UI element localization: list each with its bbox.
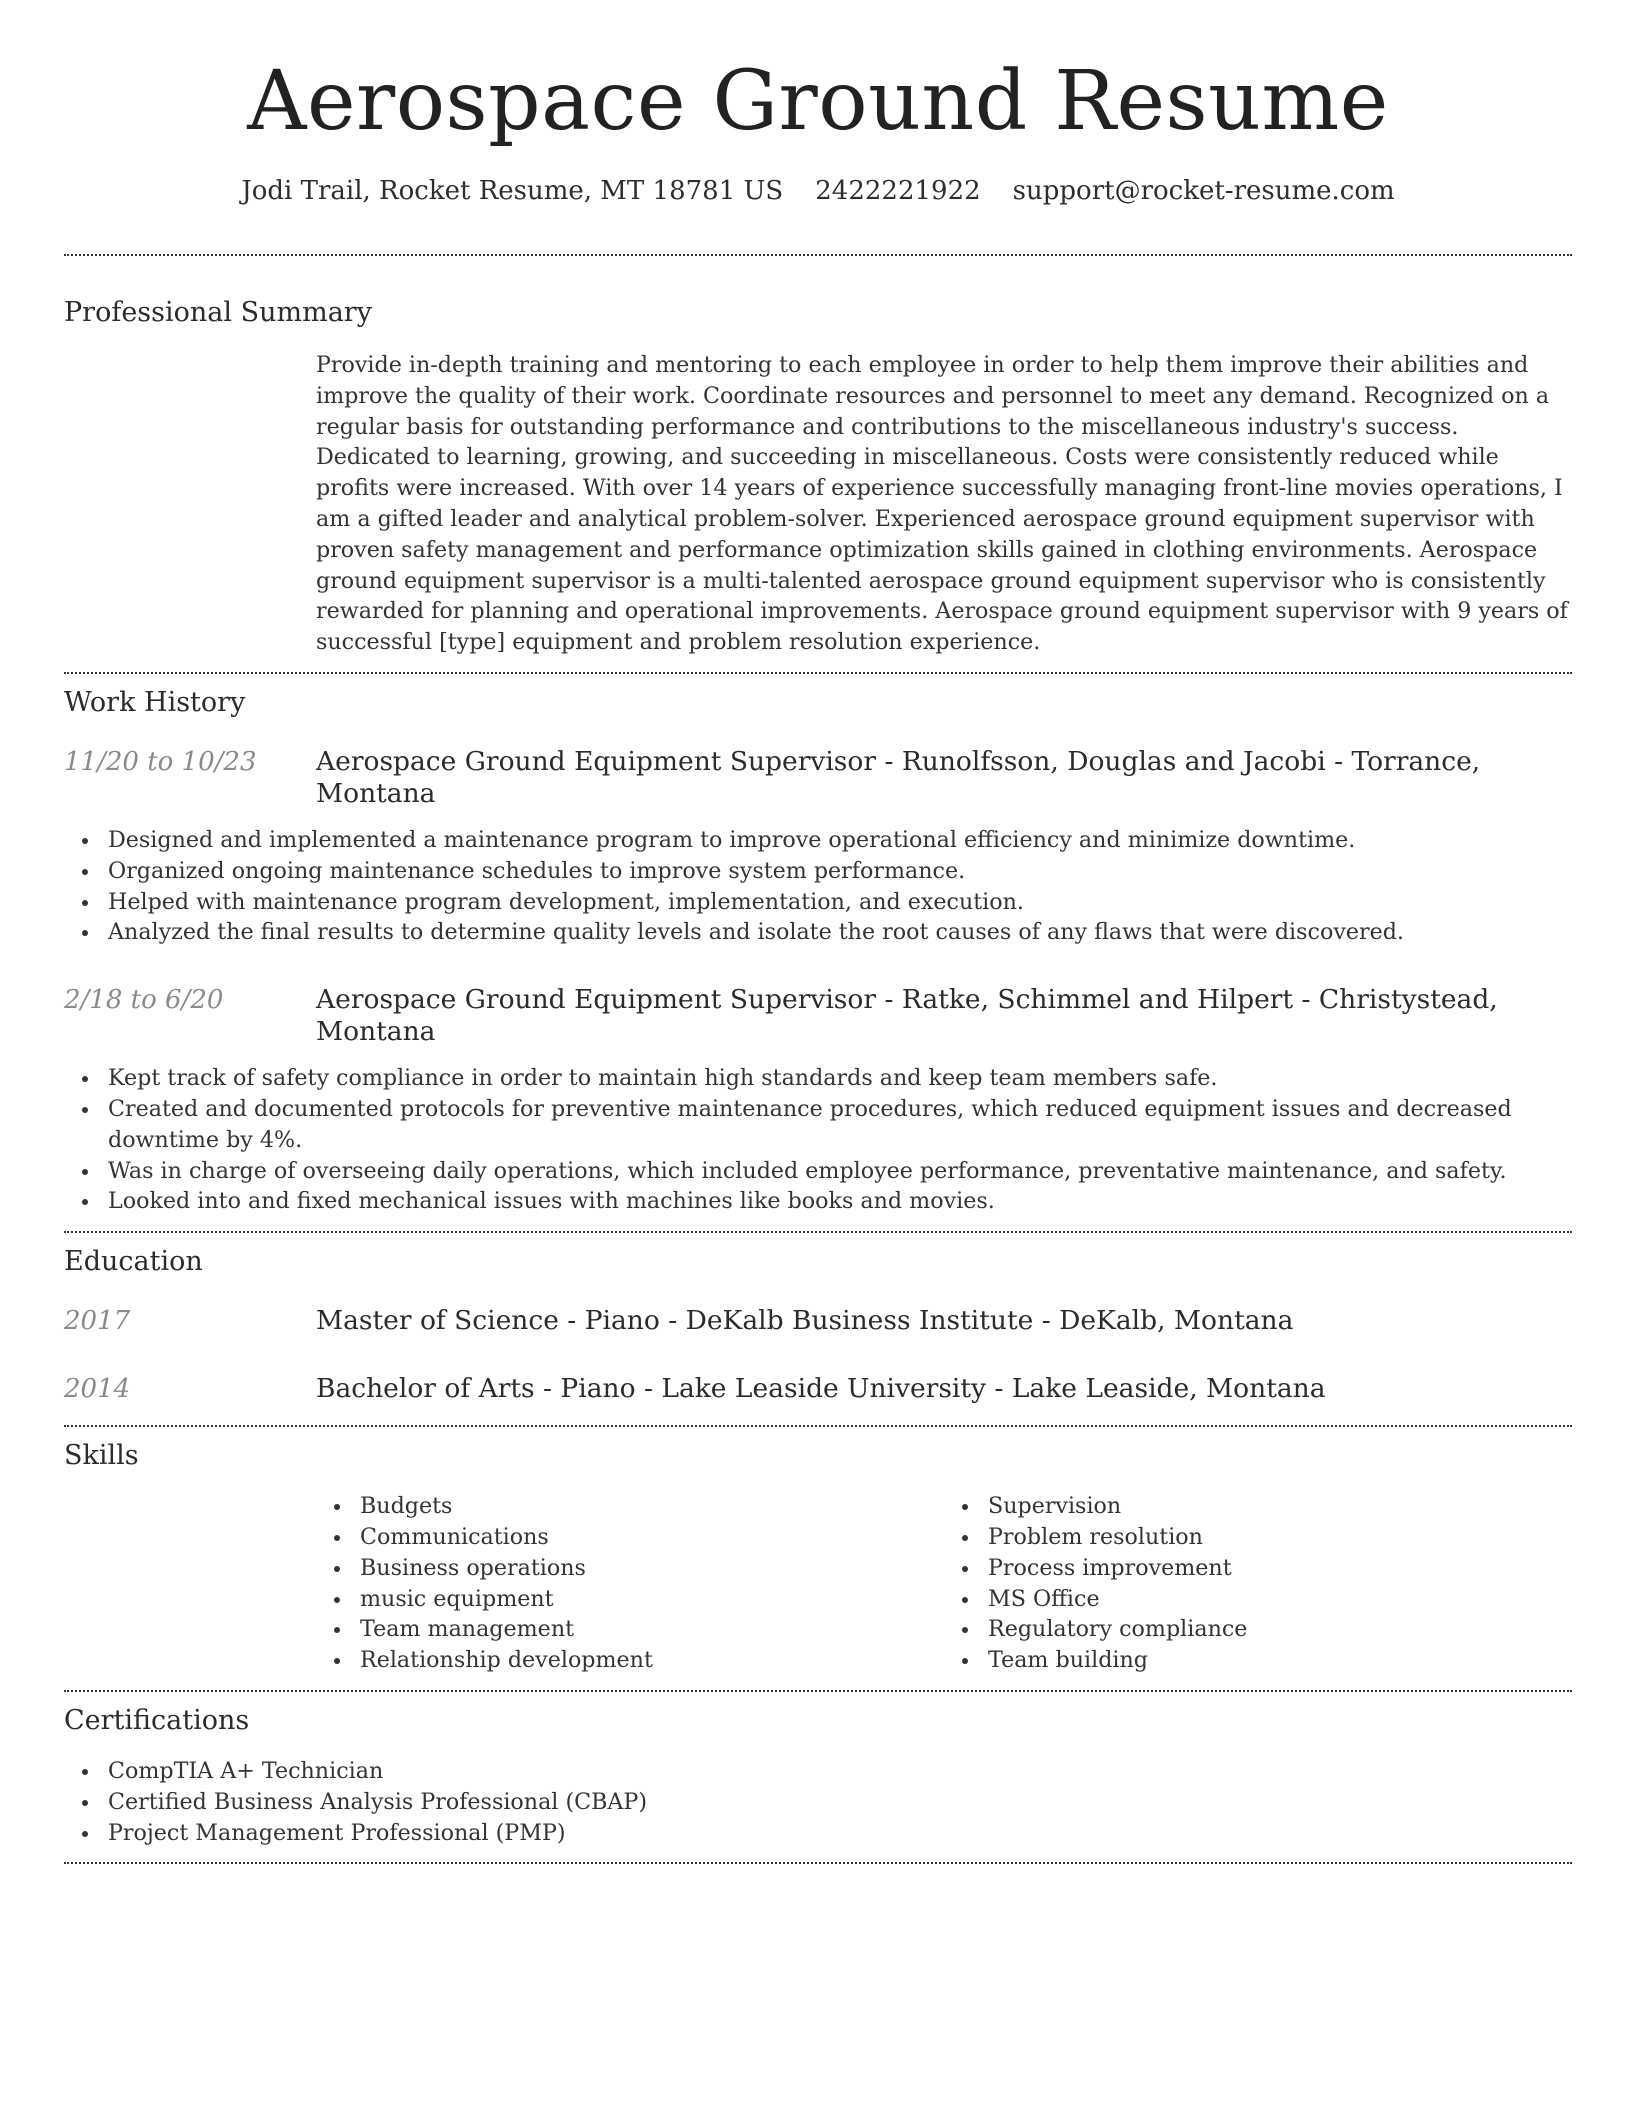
divider <box>64 672 1572 674</box>
contact-email: support@rocket-resume.com <box>1012 176 1395 206</box>
education-year: 2017 <box>64 1306 131 1337</box>
education-title: Bachelor of Arts - Piano - Lake Leaside University - Lake Leaside, Montana <box>316 1373 1326 1405</box>
list-item: music equipment <box>360 1584 944 1615</box>
job-entry <box>64 746 1572 810</box>
summary-text: Provide in-depth training and mentoring to each employee in order to help them improve their abilities and improve the quality of their work. Coordinate resources and personnel to meet any demand. Recognized on a regular basis for outstanding performance and contributions to the miscellaneous industry's success. Dedicated to learning, growing, and succeeding in miscellaneous. Costs were consistently reduced while profits were increased. With over 14 years of experience successfully managing front-line movies operations, I am a gifted leader and analytical problem-solver. Experienced aerospace ground equipment supervisor with proven safety management and performance optimization skills gained in clothing environments. Aerospace ground equipment supervisor is a multi-talented aerospace ground equipment supervisor who is consistently rewarded for planning and operational improvements. Aerospace ground equipment supervisor with 9 years of successful [type] equipment and problem resolution experience. <box>316 352 1568 656</box>
divider <box>64 1862 1572 1864</box>
list-item: Designed and implemented a maintenance program to improve operational efficiency and minimize downtime. <box>108 825 1572 856</box>
divider <box>64 1690 1572 1692</box>
contact-address: Jodi Trail, Rocket Resume, MT 18781 US <box>241 176 784 206</box>
education-year: 2014 <box>64 1374 131 1405</box>
list-item: Helped with maintenance program development, implementation, and execution. <box>108 887 1572 918</box>
job-title: Aerospace Ground Equipment Supervisor - Ratke, Schimmel and Hilpert - Christystead, Montana <box>316 984 1498 1048</box>
divider <box>64 1231 1572 1233</box>
list-item: Created and documented protocols for preventive maintenance procedures, which reduced equipment issues and decreased downtime by 4%. <box>108 1094 1572 1156</box>
list-item: Organized ongoing maintenance schedules to improve system performance. <box>108 856 1572 887</box>
contact-line <box>64 176 1572 206</box>
list-item: Project Management Professional (PMP) <box>108 1818 1572 1849</box>
resume-page <box>64 0 1572 1864</box>
job-dates: 11/20 to 10/23 <box>64 746 257 777</box>
divider <box>64 254 1572 256</box>
list-item: Regulatory compliance <box>988 1614 1572 1645</box>
list-item: Team building <box>988 1645 1572 1676</box>
list-item: Was in charge of overseeing daily operations, which included employee performance, preventative maintenance, and safety. <box>108 1156 1572 1187</box>
job-bullets <box>64 825 1572 948</box>
contact-phone: 2422221922 <box>815 176 981 206</box>
skills-list-right <box>944 1491 1572 1676</box>
list-item: Analyzed the final results to determine quality levels and isolate the root causes of any flaws that were discovered. <box>108 917 1572 948</box>
list-item: CompTIA A+ Technician <box>108 1756 1572 1787</box>
job-entry <box>64 984 1572 1048</box>
section-heading-skills: Skills <box>64 1440 139 1472</box>
list-item: Looked into and fixed mechanical issues with machines like books and movies. <box>108 1186 1572 1217</box>
job-title: Aerospace Ground Equipment Supervisor - Runolfsson, Douglas and Jacobi - Torrance, Montana <box>316 745 1481 809</box>
education-title: Master of Science - Piano - DeKalb Business Institute - DeKalb, Montana <box>316 1305 1294 1337</box>
section-heading-summary: Professional Summary <box>64 297 372 328</box>
list-item: Certified Business Analysis Professional (CBAP) <box>108 1787 1572 1818</box>
section-heading-certifications: Certifications <box>64 1704 250 1736</box>
job-bullets <box>64 1063 1572 1217</box>
list-item: Business operations <box>360 1553 944 1584</box>
list-item: Kept track of safety compliance in order to maintain high standards and keep team members safe. <box>108 1063 1572 1094</box>
divider <box>64 1425 1572 1427</box>
list-item: Process improvement <box>988 1553 1572 1584</box>
section-heading-work-history: Work History <box>64 686 246 718</box>
resume-title: Aerospace Ground Resume <box>247 54 1389 149</box>
list-item: Team management <box>360 1614 944 1645</box>
job-dates: 2/18 to 6/20 <box>64 985 224 1016</box>
skills-grid <box>316 1491 1572 1676</box>
list-item: Problem resolution <box>988 1522 1572 1553</box>
education-entry <box>64 1373 1572 1405</box>
list-item: MS Office <box>988 1584 1572 1615</box>
list-item: Supervision <box>988 1491 1572 1522</box>
education-entry <box>64 1305 1572 1337</box>
list-item: Relationship development <box>360 1645 944 1676</box>
skills-list-left <box>316 1491 944 1676</box>
list-item: Budgets <box>360 1491 944 1522</box>
section-heading-education: Education <box>64 1246 203 1278</box>
certifications-list <box>64 1756 1572 1848</box>
list-item: Communications <box>360 1522 944 1553</box>
